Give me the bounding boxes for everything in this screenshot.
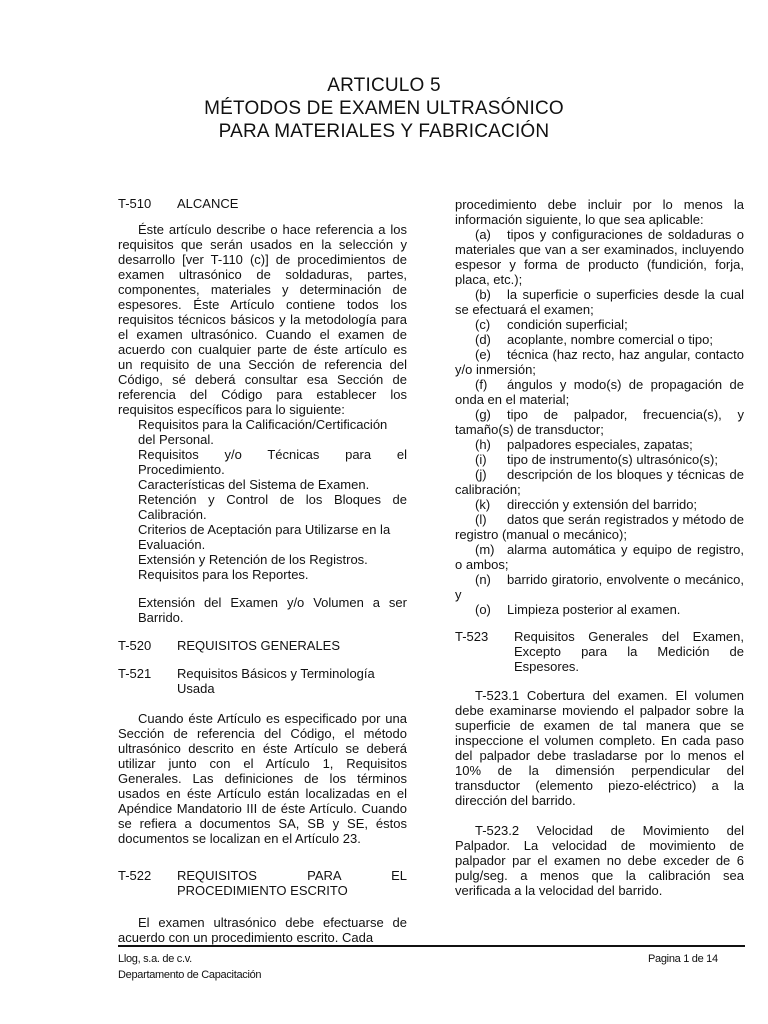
section-t520 <box>118 638 407 653</box>
list-item <box>455 407 744 437</box>
item-label: (l) <box>475 512 487 527</box>
item-label: (n) <box>475 572 491 587</box>
item-label: (o) <box>475 602 491 617</box>
list-item <box>455 497 744 512</box>
item-label: (g) <box>475 407 491 422</box>
list-item: Extensión y Retención de los Registros. <box>138 552 368 567</box>
section-t521 <box>118 666 407 696</box>
list-item <box>455 347 744 377</box>
paragraph-scope: Éste artículo describe o hace referencia a los requisitos que serán usados en la selección y desarrollo [ver T-110 (c)] de procedimientos de examen ultrasónico de soldaduras, partes, componentes, materiales y determinación de espesores. Éste Artículo contiene todos los requisitos técnicos básicos y la metodología para el examen ultrasónico. Cuando el examen de acuerdo con cualquier parte de éste artículo es un requisito de una Sección de referencia del Código, sé deberá consultar esa Sección de referencia del Código para establecer los requisitos específicos para lo siguiente: <box>118 222 407 417</box>
list-item: Requisitos y/o Técnicas para el Procedimiento. <box>138 447 407 477</box>
section-heading: Requisitos Generales del Examen, Excepto para la Medición de Espesores. <box>514 629 744 674</box>
left-column <box>118 196 407 945</box>
item-text: tipos y configuraciones de soldaduras o materiales que van a ser examinados, incluyendo espesor y forma de producto (fundición, forja, placa, etc.); <box>455 227 744 287</box>
section-heading: REQUISITOS PARA EL PROCEDIMIENTO ESCRITO <box>177 868 407 898</box>
list-item <box>455 437 744 452</box>
article-title-block <box>0 74 768 143</box>
section-heading: ALCANCE <box>177 196 239 211</box>
list-item <box>455 467 744 497</box>
item-text: dirección y extensión del barrido; <box>507 497 698 512</box>
section-t510 <box>118 196 407 211</box>
paragraph-procedure-intro: procedimiento debe incluir por lo menos la información siguiente, lo que sea aplicable: <box>455 197 744 227</box>
paragraph-general-requirements: Cuando éste Artículo es especificado por una Sección de referencia del Código, el método ultrasónico descrito en éste Artículo se deberá utilizar junto con el Artículo 1, Requisitos Generales. Las definiciones de los términos usados en éste Artículo están localizadas en el Apéndice Mandatorio III de éste Artículo. Cuando se refiera a documentos SA, SB y SE, éstos documentos se localizan en el Artículo 23. <box>118 711 407 846</box>
item-text: descripción de los bloques y técnicas de calibración; <box>455 467 744 497</box>
article-title-line-1: MÉTODOS DE EXAMEN ULTRASÓNICO <box>204 98 564 119</box>
item-label: (j) <box>475 467 487 482</box>
item-label: (h) <box>475 437 491 452</box>
section-number: T-521 <box>118 666 152 681</box>
list-item <box>455 512 744 542</box>
list-item: Extensión del Examen y/o Volumen a ser Barrido. <box>138 595 407 625</box>
list-item <box>455 332 744 347</box>
requirements-list <box>138 417 407 625</box>
list-item <box>455 572 744 602</box>
right-column <box>455 197 744 898</box>
section-heading: REQUISITOS GENERALES <box>177 638 341 653</box>
paragraph-probe-speed: T-523.2 Velocidad de Movimiento del Palpador. La velocidad de movimiento de palpador par el examen no debe exceder de 6 pulg/seg. a menos que la calibración sea verificada a la velocidad del barrido. <box>455 823 744 898</box>
item-text: acoplante, nombre comercial o tipo; <box>507 332 713 347</box>
list-item: Requisitos para los Reportes. <box>138 567 309 582</box>
list-item <box>455 287 744 317</box>
paragraph-exam-coverage: T-523.1 Cobertura del examen. El volumen debe examinarse moviendo el palpador sobre la superficie de examen de tal manera que se inspeccione el volumen completo. En cada paso del palpador debe trasladarse por lo menos el 10% de la dimensión perpendicular del transductor (elemento piezo-eléctrico) a la dirección del barrido. <box>455 688 744 808</box>
item-text: tipo de palpador, frecuencia(s), y tamaño(s) de transductor; <box>455 407 744 437</box>
item-text: la superficie o superficies desde la cual se efectuará el examen; <box>455 287 744 317</box>
item-label: (c) <box>475 317 491 332</box>
list-item: Criterios de Aceptación para Utilizarse en la Evaluación. <box>138 522 391 552</box>
procedure-items-list <box>455 227 744 617</box>
section-number: T-522 <box>118 868 152 883</box>
item-label: (i) <box>475 452 487 467</box>
item-label: (e) <box>475 347 491 362</box>
section-t522 <box>118 868 407 898</box>
item-text: ángulos y modo(s) de propagación de onda en el material; <box>455 377 744 407</box>
list-item: Retención y Control de los Bloques de Calibración. <box>138 492 407 522</box>
item-text: palpadores especiales, zapatas; <box>507 437 693 452</box>
footer-divider <box>118 945 745 947</box>
list-item: Características del Sistema de Examen. <box>138 477 370 492</box>
item-text: barrido giratorio, envolvente o mecánico, y <box>455 572 744 602</box>
item-label: (k) <box>475 497 491 512</box>
list-item <box>455 542 744 572</box>
footer-company: Llog, s.a. de c.v. <box>118 953 192 965</box>
article-number: ARTICULO 5 <box>327 75 441 96</box>
item-label: (a) <box>475 227 491 242</box>
item-label: (f) <box>475 377 488 392</box>
section-number: T-523 <box>455 629 489 644</box>
item-label: (b) <box>475 287 491 302</box>
item-label: (d) <box>475 332 491 347</box>
list-item <box>455 317 744 332</box>
paragraph-written-procedure: El examen ultrasónico debe efectuarse de acuerdo con un procedimiento escrito. Cada <box>118 915 407 945</box>
section-number: T-510 <box>118 196 152 211</box>
item-text: técnica (haz recto, haz angular, contacto y/o inmersión; <box>455 347 744 377</box>
item-text: tipo de instrumento(s) ultrasónico(s); <box>507 452 718 467</box>
list-item: Requisitos para la Calificación/Certificación del Personal. <box>138 417 388 447</box>
footer-page-number: Pagina 1 de 14 <box>648 953 718 965</box>
item-text: alarma automática y equipo de registro, o ambos; <box>455 542 744 572</box>
footer-company-block <box>118 951 261 983</box>
list-item <box>455 602 744 617</box>
footer-department: Departamento de Capacitación <box>118 969 262 981</box>
list-item <box>455 377 744 407</box>
section-number: T-520 <box>118 638 152 653</box>
item-text: condición superficial; <box>507 317 628 332</box>
item-text: Limpieza posterior al examen. <box>507 602 681 617</box>
list-item <box>455 227 744 287</box>
section-heading: Requisitos Básicos y Terminología Usada <box>177 666 375 696</box>
item-label: (m) <box>475 542 495 557</box>
item-text: datos que serán registrados y método de registro (manual o mecánico); <box>455 512 744 542</box>
list-item <box>455 452 744 467</box>
article-title-line-2: PARA MATERIALES Y FABRICACIÓN <box>218 121 550 142</box>
section-t523 <box>455 629 744 674</box>
